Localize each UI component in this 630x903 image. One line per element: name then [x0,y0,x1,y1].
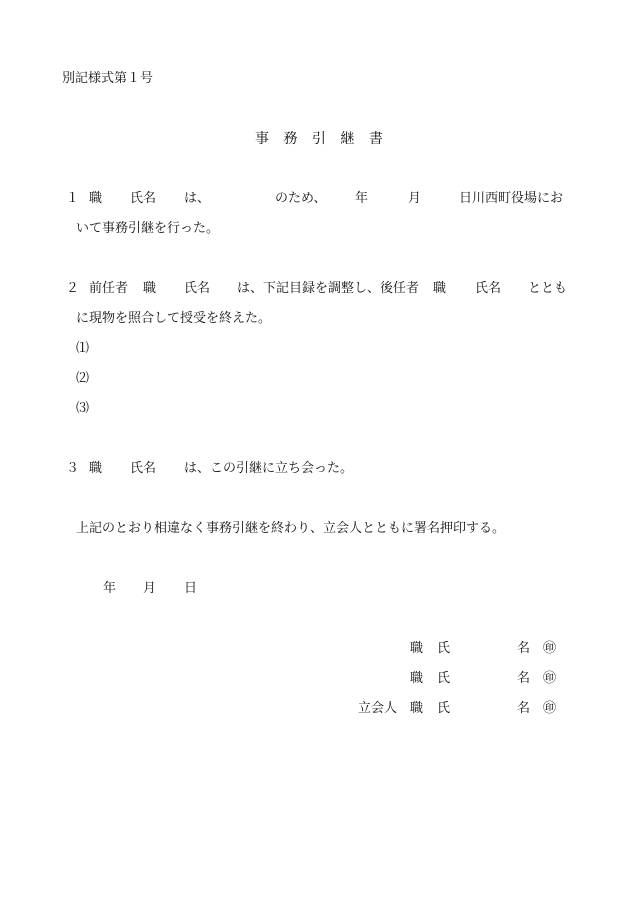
signature-shoku: 職 [410,671,424,686]
section2-number: ２ [66,281,80,296]
list-item: ⑶ [76,401,90,416]
seal-mark: ㊞ [543,671,557,686]
date-year: 年 [103,581,117,596]
section1-month: 月 [408,191,422,206]
section2-totomo: ととも [528,281,568,296]
seal-mark: ㊞ [543,641,557,656]
date-month: 月 [143,581,157,596]
signature-shi: 氏 [437,641,451,656]
section2-line2: に現物を照合して授受を終えた。 [76,311,272,326]
section2-shoku2: 職 [433,281,447,296]
section1-year: 年 [355,191,369,206]
section2-shimei2: 氏名 [475,281,502,296]
section1-place: 日川西町役場にお [459,191,564,206]
section1-notame: のため、 [275,191,327,206]
signature-row [0,702,630,718]
signature-role: 立会人 [357,701,397,716]
date-day: 日 [184,581,198,596]
signature-mei: 名 [517,671,531,686]
title-char: 事 [255,131,269,147]
section2-shoku: 職 [143,281,157,296]
section3-shimei: 氏名 [130,461,157,476]
seal-mark: ㊞ [543,701,557,716]
form-label: 別記様式第１号 [62,71,154,86]
section3-shoku: 職 [89,461,103,476]
list-item: ⑴ [76,341,90,356]
section3-number: ３ [66,461,80,476]
signature-mei: 名 [517,641,531,656]
signature-row [0,642,630,658]
signature-mei: 名 [517,701,531,716]
section2-shimei: 氏名 [184,281,211,296]
section1-line2: いて事務引継を行った。 [76,221,220,236]
title-char: 引 [311,131,326,147]
section2-predecessor: 前任者 [89,281,129,296]
document-title [255,132,383,146]
title-char: 務 [283,131,298,147]
section2-text-a: は、下記目録を調整し、後任者 [237,281,420,296]
title-char: 継 [340,131,355,147]
section3-text: は、この引継に立ち会った。 [184,461,354,476]
signature-shi: 氏 [437,671,451,686]
section1-shoku: 職 [89,191,103,206]
signature-shi: 氏 [437,701,451,716]
signature-shoku: 職 [410,641,424,656]
list-item: ⑵ [76,371,90,386]
signature-row [0,672,630,688]
signature-shoku: 職 [410,701,424,716]
section1-number: １ [66,191,80,206]
section1-shimei: 氏名 [130,191,157,206]
section1-wa: は、 [184,191,211,206]
title-char: 書 [368,131,383,147]
closing-statement: 上記のとおり相違なく事務引継を終わり、立会人とともに署名押印する。 [76,521,506,536]
